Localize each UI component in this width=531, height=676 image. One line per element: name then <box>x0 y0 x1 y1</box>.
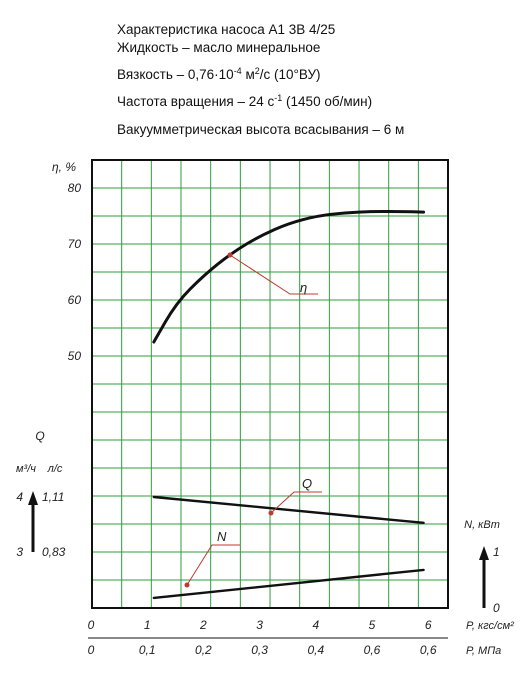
x-tick-kgs: 5 <box>368 618 376 632</box>
viscosity-unit: м <box>241 67 255 82</box>
flow-tick-m3h: 3 <box>16 545 23 559</box>
series-q-label: Q <box>302 476 313 491</box>
viscosity-unit-exponent: 2 <box>254 66 260 76</box>
x-axes <box>88 618 514 657</box>
series-q-line <box>154 497 424 523</box>
y-axes <box>16 160 500 615</box>
series-eta-label: η <box>300 280 308 295</box>
x-tick-mpa: 0,4 <box>307 643 325 657</box>
x-axis-label-kgs: P, кгс/см² <box>466 620 514 632</box>
x-tick-mpa: 0,3 <box>251 643 268 657</box>
flow-tick-m3h: 4 <box>16 490 23 504</box>
rotation-exponent: -1 <box>274 93 283 103</box>
x-tick-mpa: 0,2 <box>195 643 212 657</box>
x-tick-kgs: 1 <box>143 618 151 632</box>
x-tick-kgs: 3 <box>256 618 263 632</box>
x-tick-kgs: 6 <box>424 618 432 632</box>
series-q-leader-tip <box>269 511 274 516</box>
chart-curves <box>154 212 424 598</box>
flow-unit-ls: л/с <box>47 463 63 475</box>
series-eta-line <box>154 212 424 342</box>
rotation-text: Частота вращения – 24 с <box>117 94 275 109</box>
x-tick-mpa: 0,6 <box>419 643 437 657</box>
flow-axis-label: Q <box>35 429 45 443</box>
x-tick-mpa: 0,6 <box>363 643 381 657</box>
eta-axis-label: η, % <box>52 160 76 174</box>
power-axis-arrow <box>479 546 489 560</box>
viscosity-suffix: /с (10°ВУ) <box>259 67 321 82</box>
x-tick-mpa: 0,1 <box>138 643 156 657</box>
power-tick-label: 0 <box>493 601 500 615</box>
x-tick-mpa: 0 <box>87 643 95 657</box>
eta-tick-label: 70 <box>67 237 81 251</box>
series-eta-leader-tip <box>228 253 233 258</box>
x-axis-label-mpa: P, МПа <box>466 645 502 657</box>
chart-title: Характеристика насоса А1 3В 4/25 <box>117 22 336 37</box>
x-tick-kgs: 2 <box>200 618 207 632</box>
chart-grid <box>92 160 448 608</box>
x-tick-kgs: 0 <box>87 618 95 632</box>
power-axis-label: N, кВт <box>464 519 500 531</box>
power-tick-label: 1 <box>493 545 500 559</box>
series-n-label: N <box>217 529 227 544</box>
viscosity-exponent: -4 <box>233 66 242 76</box>
flow-axis-arrow <box>28 491 38 505</box>
suction-line: Вакуумметрическая высота всасывания – 6 м <box>117 122 405 137</box>
series-n-leader-tip <box>185 583 190 588</box>
eta-tick-label: 60 <box>67 293 81 307</box>
viscosity-text: Вязкость – 0,76·10 <box>117 67 234 82</box>
flow-tick-ls: 0,83 <box>42 545 66 559</box>
flow-tick-ls: 1,11 <box>42 490 65 504</box>
x-tick-kgs: 4 <box>312 618 320 632</box>
flow-unit-m3h: м³/ч <box>16 463 36 475</box>
eta-tick-label: 50 <box>67 349 81 363</box>
liquid-line: Жидкость – масло минеральное <box>117 40 321 55</box>
eta-tick-label: 80 <box>67 181 81 195</box>
rotation-suffix: (1450 об/мин) <box>282 94 373 109</box>
series-n-leader <box>187 545 240 585</box>
